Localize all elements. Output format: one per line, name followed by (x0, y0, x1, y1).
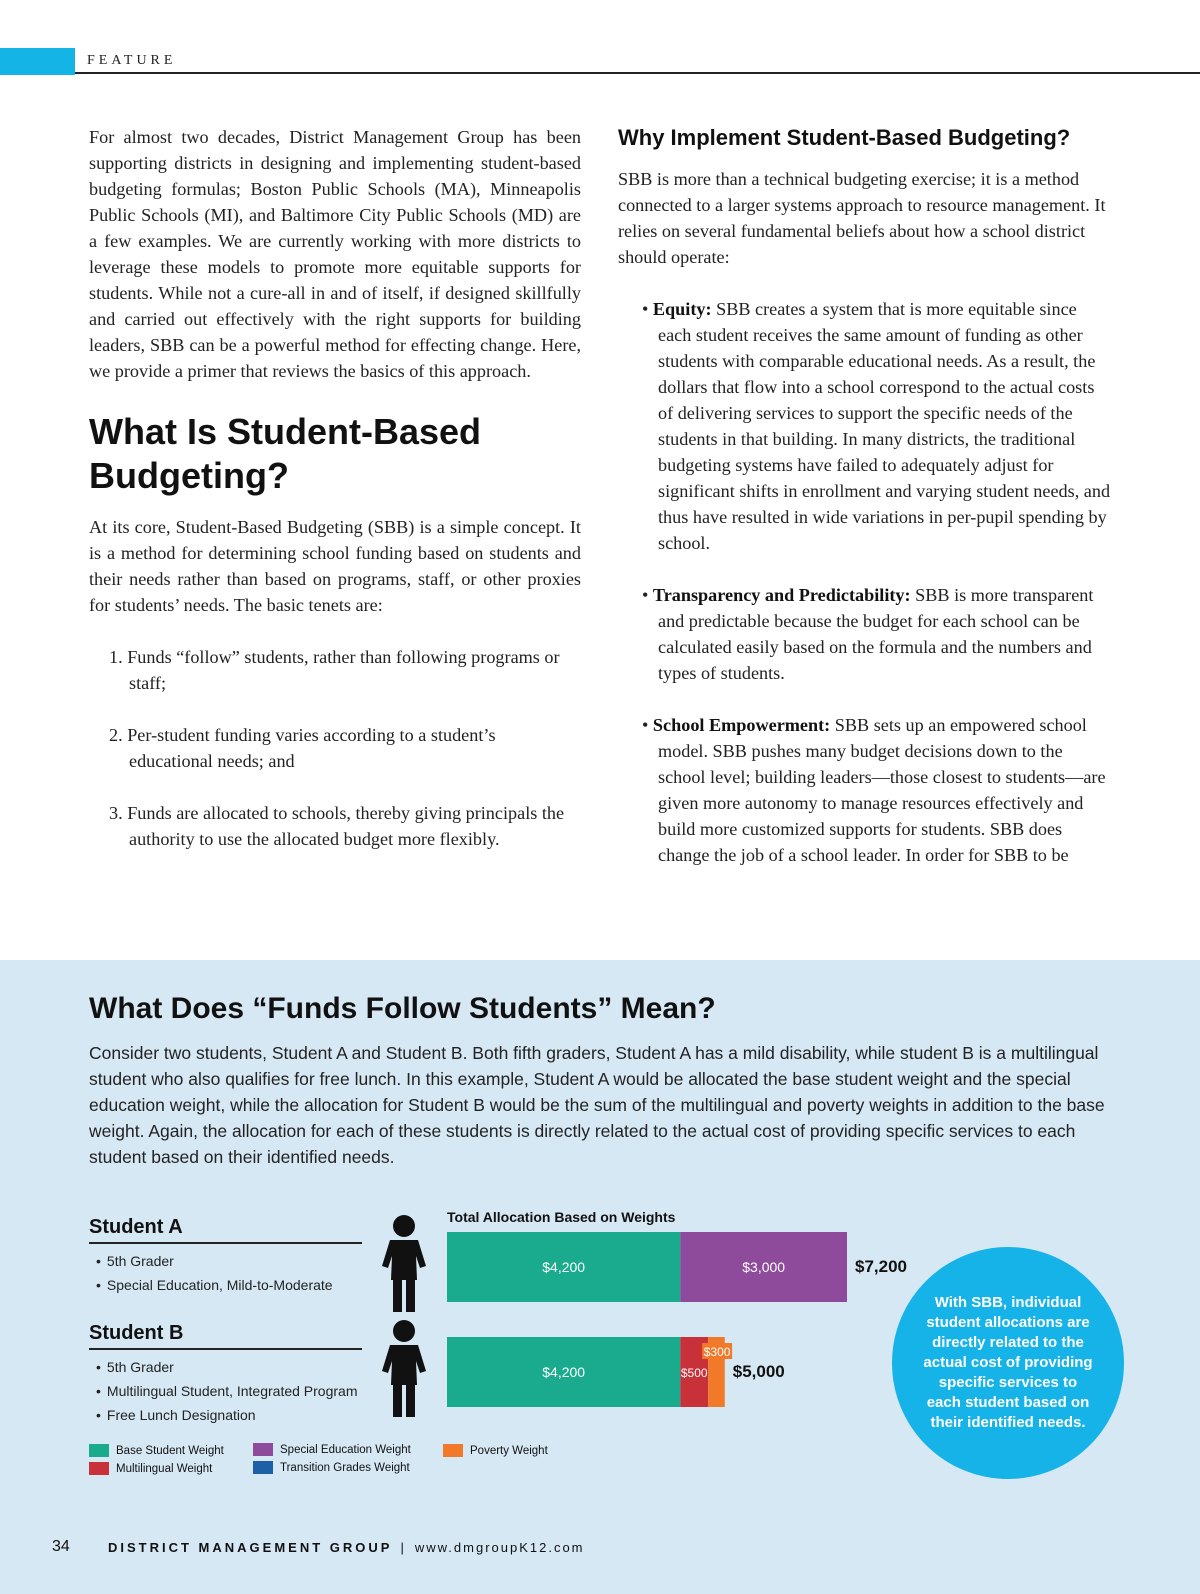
student-a-list (96, 1249, 333, 1297)
footer-url[interactable]: www.dmgroupK12.com (414, 1540, 585, 1555)
funds-box-heading: What Does “Funds Follow Students” Mean? (89, 992, 716, 1025)
legend-label: Transition Grades Weight (280, 1461, 410, 1474)
what-is-body: At its core, Student-Based Budgeting (SBB) is a simple concept. It is a method for determining school funding based on students and their needs rather than based on programs, staff, or other proxies for students’ needs. The basic tenets are: (89, 517, 581, 615)
page-number: 34 (52, 1538, 70, 1555)
legend-label: Base Student Weight (116, 1444, 224, 1457)
bar-total-label: $7,200 (855, 1257, 907, 1276)
student-a-rule (89, 1242, 362, 1244)
callout-text: With SBB, individual student allocations are directly related to the actual cost of providing specific services to each student based on their identified needs. (923, 1294, 1093, 1431)
why-heading: Why Implement Student-Based Budgeting? (618, 125, 1071, 150)
belief-term: Transparency and Predictability: (652, 585, 911, 605)
legend-swatch (89, 1462, 109, 1475)
student-b-rule (89, 1348, 362, 1350)
why-body: SBB is more than a technical budgeting exercise; it is a method connected to a larger systems approach to resource management. It relies on several fundamental beliefs about how a school district should operate: (618, 169, 1106, 267)
legend-item-multilingual (89, 1462, 212, 1475)
legend-item-poverty (443, 1444, 548, 1457)
right-column (618, 124, 1111, 894)
legend-label: Multilingual Weight (116, 1462, 213, 1475)
belief-item: • Transparency and Predictability: SBB is more transparent and predictable because the budget for each school can be calculated easily based on the formula and the numbers and types of students. (642, 585, 1094, 683)
sbb-callout-circle (892, 1247, 1124, 1479)
student-b-item: • Multilingual Student, Integrated Program (96, 1379, 358, 1403)
student-a-figure-icon (378, 1214, 430, 1314)
legend-item-special-ed (253, 1443, 411, 1456)
chart-title: Total Allocation Based on Weights (447, 1209, 676, 1225)
student-b-item: • Free Lunch Designation (96, 1403, 358, 1427)
legend-item-transition (253, 1461, 410, 1474)
header-accent-block (0, 48, 75, 75)
belief-term: Equity: (652, 299, 712, 319)
belief-text: SBB sets up an empowered school model. SBB pushes many budget decisions down to the school level; building leaders—those closest to students—are given more autonomy to manage resources effectively and build more customized supports for students. SBB does change the job of a school leader. In order for SBB to be (658, 715, 1106, 865)
footer-org: DISTRICT MANAGEMENT GROUP (108, 1540, 393, 1555)
section-label: FEATURE (87, 53, 177, 68)
student-a-item: • Special Education, Mild-to-Moderate (96, 1273, 333, 1297)
tenets-list (89, 644, 581, 852)
student-a-heading: Student A (89, 1216, 183, 1238)
legend-swatch (253, 1443, 273, 1456)
belief-item: • School Empowerment: SBB sets up an empowered school model. SBB pushes many budget decisions down to the school level; building leaders—those closest to students—are given more autonomy to manage resources effectively and build more customized supports for students. SBB does change the job of a school leader. In order for SBB to be (642, 715, 1106, 865)
bar-value-label: $300 (703, 1345, 731, 1359)
legend-swatch (443, 1444, 463, 1457)
student-b-figure-icon (378, 1319, 430, 1419)
legend-label: Poverty Weight (470, 1444, 548, 1457)
beliefs-list (618, 296, 1111, 868)
belief-text: SBB creates a system that is more equitable since each student receives the same amount of funding as other students with comparable educational needs. As a result, the dollars that flow into a school correspond to the actual costs of delivering services to support the specific needs of the students in that building. In many districts, the traditional budgeting systems have failed to adequately adjust for significant shifts in enrollment and varying student needs, and thus have resulted in wide variations in per-pupil spending by school. (658, 299, 1111, 553)
bar-total-label: $5,000 (732, 1362, 785, 1381)
bar-value-label: $3,000 (742, 1259, 786, 1275)
tenet-item: 3. Funds are allocated to schools, thereby giving principals the authority to use the allocated budget more flexibly. (109, 803, 565, 849)
intro-paragraph: For almost two decades, District Management Group has been supporting districts in designing and implementing student-based budgeting formulas; Boston Public Schools (MA), Minneapolis Public Schools (MI), and Baltimore City Public Schools (MD) are a few examples. We are currently working with more districts to leverage these models to promote more equitable supports for students. While not a cure-all in and of itself, if designed skillfully and carried out effectively with the right supports for building leaders, SBB can be a powerful method for effecting change. Here, we provide a primer that reviews the basics of this approach. (89, 127, 581, 381)
header-rule (75, 72, 1200, 74)
student-b-heading: Student B (89, 1322, 184, 1344)
student-a-item: • 5th Grader (96, 1249, 333, 1273)
belief-text: SBB is more transparent and predictable because the budget for each school can be calculated easily based on the formula and the numbers and types of students. (658, 585, 1094, 683)
allocation-chart (447, 1232, 907, 1417)
student-b-item: • 5th Grader (96, 1355, 358, 1379)
legend-swatch (89, 1444, 109, 1457)
bar-value-label: $500 (680, 1366, 708, 1380)
footer-publisher (108, 1540, 585, 1555)
legend-item-base (89, 1444, 224, 1457)
left-column (89, 124, 581, 878)
bar-value-label: $4,200 (542, 1259, 586, 1275)
tenet-item: 2. Per-student funding varies according to a student’s educational needs; and (109, 725, 496, 771)
funds-box-body: Consider two students, Student A and Student B. Both fifth graders, Student A has a mild disability, while student B is a multilingual student who also qualifies for free lunch. In this example, Student A would be allocated the base student weight and the special education weight, while the allocation for Student B would be the sum of the multilingual and poverty weights in addition to the base weight. Again, the allocation for each of these students is directly related to the actual cost of providing specific services to each student based on their identified needs. (89, 1043, 1105, 1167)
footer-separator: | (400, 1540, 407, 1555)
bar-value-label: $4,200 (542, 1364, 586, 1380)
legend-label: Special Education Weight (280, 1443, 411, 1456)
what-is-heading: What Is Student-Based Budgeting? (89, 411, 482, 496)
legend-swatch (253, 1461, 273, 1474)
student-b-list (96, 1355, 358, 1427)
belief-term: School Empowerment: (652, 715, 831, 735)
belief-item: • Equity: SBB creates a system that is more equitable since each student receives the same amount of funding as other students with comparable educational needs. As a result, the dollars that flow into a school correspond to the actual costs of delivering services to support the specific needs of the students in that building. In many districts, the traditional budgeting systems have failed to adequately adjust for significant shifts in enrollment and varying student needs, and thus have resulted in wide variations in per-pupil spending by school. (642, 299, 1111, 553)
tenet-item: 1. Funds “follow” students, rather than following programs or staff; (109, 647, 560, 693)
